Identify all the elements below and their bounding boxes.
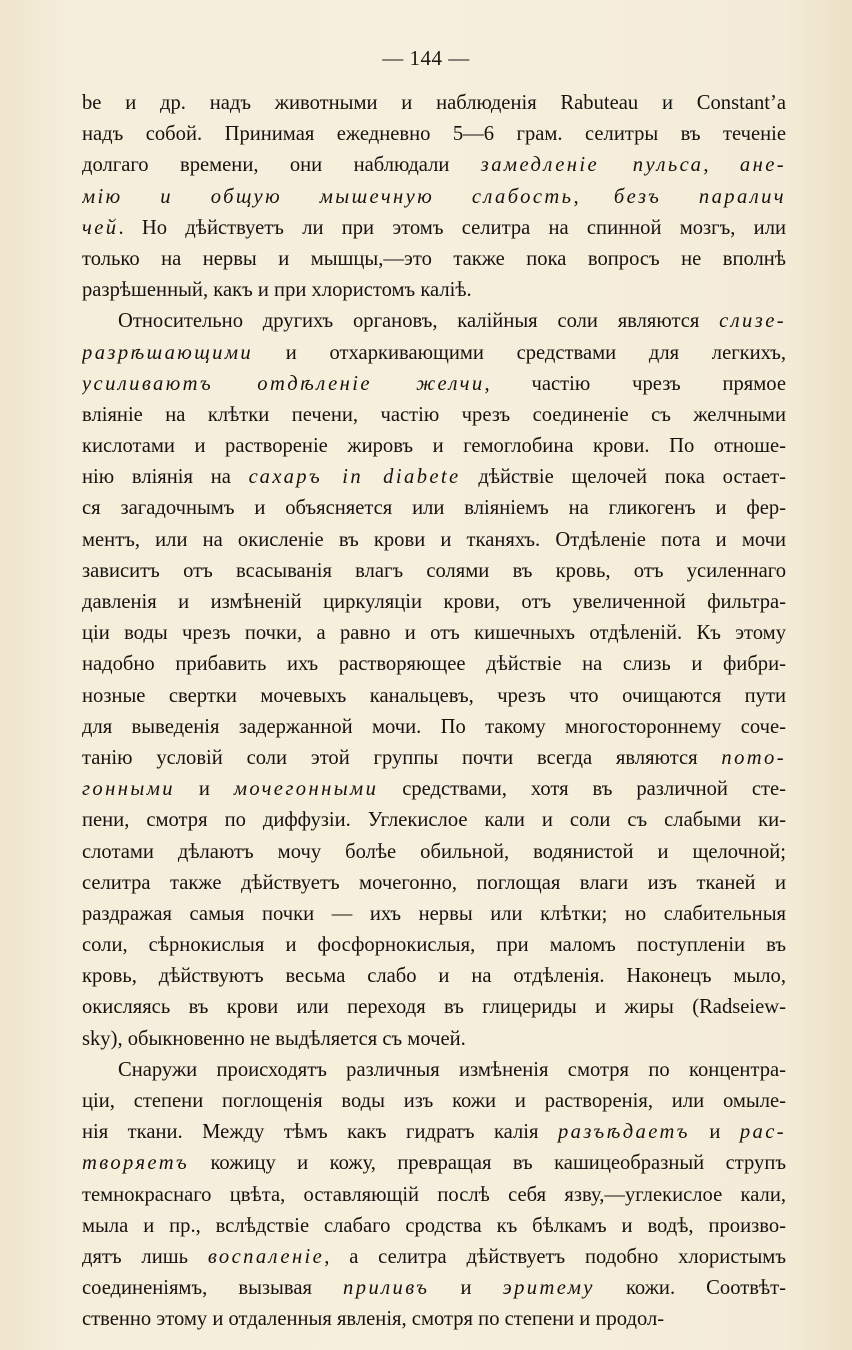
emphasized-text: пото- <box>721 746 786 769</box>
text-segment: и отхаркивающими средствами для легкихъ, <box>253 341 786 364</box>
text-segment: и <box>429 1277 503 1300</box>
text-segment: ментъ, или на окисленіе въ крови и тканяхъ. Отдѣленіе пота и мочи <box>82 528 786 551</box>
text-line <box>82 275 786 306</box>
text-line <box>82 868 786 899</box>
text-line <box>82 213 786 244</box>
emphasized-text: слизе- <box>719 310 786 333</box>
text-segment: ственно этому и отдаленныя явленія, смотря по степени и продол- <box>82 1308 665 1331</box>
emphasized-text: разъѣдаетъ <box>557 1121 690 1144</box>
text-line <box>82 369 786 400</box>
text-line <box>82 930 786 961</box>
text-line <box>82 681 786 712</box>
text-line <box>82 1180 786 1211</box>
text-segment: раздражая самыя почки — ихъ нервы или клѣтки; но слабительныя <box>82 902 786 925</box>
text-line <box>82 961 786 992</box>
text-segment: ціи воды чрезъ почки, а равно и отъ кишечныхъ отдѣленій. Къ этому <box>82 622 786 645</box>
emphasized-text: воспаленіе <box>207 1245 325 1268</box>
text-line <box>82 618 786 649</box>
text-line <box>82 306 786 337</box>
text-line <box>82 774 786 805</box>
text-segment: слотами дѣлаютъ мочу болѣе обильной, водянистой и щелочной; <box>82 840 786 863</box>
text-line <box>82 1211 786 1242</box>
text-line <box>82 462 786 493</box>
text-segment: , а селитра дѣйствуетъ подобно хлористымъ <box>324 1245 786 1268</box>
text-line <box>82 244 786 275</box>
text-line <box>82 150 786 181</box>
text-segment: , частію чрезъ прямое <box>484 372 786 395</box>
emphasized-text: чей <box>82 216 119 239</box>
text-segment: пени, смотря по диффузіи. Углекислое кали и соли съ слабыми ки- <box>82 809 786 832</box>
text-line <box>82 182 786 213</box>
text-segment: , <box>703 154 740 177</box>
text-segment: надобно прибавить ихъ растворяющее дѣйствіе на слизь и фибри- <box>82 653 786 676</box>
text-segment: зависитъ отъ всасыванія влагъ солями въ кровь, отъ усиленнаго <box>82 559 786 582</box>
text-line <box>82 400 786 431</box>
text-segment: долгаго времени, они наблюдали <box>82 154 481 177</box>
text-line <box>82 1242 786 1273</box>
text-line <box>82 649 786 680</box>
text-line <box>82 587 786 618</box>
text-segment: вліяніе на клѣтки печени, частію чрезъ соединеніе съ желчными <box>82 403 786 426</box>
text-segment: средствами, хотя въ различной сте- <box>378 778 786 801</box>
text-line <box>82 899 786 930</box>
text-line <box>82 1304 786 1335</box>
text-line <box>82 119 786 150</box>
text-segment: кожицу и кожу, превращая въ кашицеобразный струпъ <box>189 1152 786 1175</box>
text-segment: Относительно другихъ органовъ, калійныя соли являются <box>118 310 720 333</box>
text-line <box>82 1273 786 1304</box>
text-line <box>82 992 786 1023</box>
emphasized-text: приливъ <box>343 1277 430 1300</box>
text-segment: кровь, дѣйствуютъ весьма слабо и на отдѣленія. Наконецъ мыло, <box>82 965 786 988</box>
text-segment: надъ собой. Принимая ежедневно 5—6 грам. селитры въ теченіе <box>82 123 786 146</box>
text-segment: нозные свертки мочевыхъ канальцевъ, чрезъ что очищаются пути <box>82 684 786 707</box>
emphasized-text: разрѣшающими <box>82 341 254 364</box>
text-line <box>82 338 786 369</box>
text-segment: окисляясь въ крови или переходя въ глицериды и жиры (Radseiew- <box>82 996 786 1019</box>
text-segment: , <box>573 185 614 208</box>
text-segment: для выведенія задержанной мочи. По такому многостороннему соче- <box>82 715 786 738</box>
emphasized-text: сахаръ in diabete <box>248 466 461 489</box>
text-segment: соединеніямъ, вызывая <box>82 1277 344 1300</box>
text-segment: be и др. надъ животными и наблюденія Rabuteau и Constant’a <box>82 92 786 114</box>
text-line <box>82 743 786 774</box>
text-segment: sky), обыкновенно не выдѣляется съ мочей. <box>82 1027 466 1050</box>
text-segment: кислотами и раствореніе жировъ и гемоглобина крови. По отноше- <box>82 435 786 458</box>
text-line <box>82 805 786 836</box>
emphasized-text: рас- <box>739 1121 786 1144</box>
emphasized-text: усиливаютъ отдѣленіе желчи <box>82 372 485 395</box>
text-line <box>82 1086 786 1117</box>
text-line <box>82 493 786 524</box>
text-line <box>82 712 786 743</box>
body-text <box>82 88 786 1336</box>
text-segment: и <box>689 1121 740 1144</box>
text-line <box>82 1117 786 1148</box>
text-segment: нія ткани. Между тѣмъ какъ гидратъ калія <box>82 1121 558 1144</box>
emphasized-text: мію и общую мышечную слабость <box>82 185 574 208</box>
text-line <box>82 525 786 556</box>
text-segment: дѣйствіе щелочей пока остает- <box>460 466 786 489</box>
text-segment: давленія и измѣненій циркуляціи крови, отъ увеличенной фильтра- <box>82 591 786 613</box>
text-segment: соли, сѣрнокислыя и фосфорнокислыя, при маломъ поступленіи въ <box>82 934 786 957</box>
text-line <box>82 1055 786 1086</box>
text-segment: танію условій соли этой группы почти всегда являются <box>82 746 722 769</box>
emphasized-text: замедленіе пульса <box>480 154 704 177</box>
text-segment: дятъ лишь <box>82 1245 208 1268</box>
text-segment: ся загадочнымъ и объясняется или вліяніемъ на гликогенъ и фер- <box>82 497 786 520</box>
text-segment: и <box>174 778 234 801</box>
text-line <box>82 1024 786 1055</box>
text-segment: Снаружи происходятъ различныя измѣненія смотря по концентра- <box>118 1058 786 1081</box>
text-segment: только на нервы и мышцы,—это также пока вопросъ не вполнѣ <box>82 247 786 270</box>
text-segment: нію вліянія на <box>82 466 249 489</box>
text-segment: ціи, степени поглощенія воды изъ кожи и растворенія, или омыле- <box>82 1090 786 1112</box>
emphasized-text: творяетъ <box>82 1152 190 1175</box>
text-segment: разрѣшенный, какъ и при хлористомъ каліѣ. <box>82 279 472 302</box>
emphasized-text: ане- <box>739 154 786 177</box>
emphasized-text: мочегонными <box>233 778 379 801</box>
text-segment: . Но дѣйствуетъ ли при этомъ селитра на спинной мозгъ, или <box>118 216 786 239</box>
text-line <box>82 1148 786 1179</box>
text-line <box>82 837 786 868</box>
text-segment: темнокраснаго цвѣта, оставляющій послѣ себя язву,—углекислое кали, <box>82 1183 786 1206</box>
page-number: — 144 — <box>382 46 470 70</box>
text-line <box>82 556 786 587</box>
text-line <box>82 431 786 462</box>
text-segment: мыла и пр., вслѣдствіе слабаго сродства къ бѣлкамъ и водѣ, произво- <box>82 1214 786 1237</box>
emphasized-text: эритему <box>502 1277 595 1300</box>
text-segment: кожи. Соотвѣт- <box>594 1277 786 1300</box>
text-segment: селитра также дѣйствуетъ мочегонно, поглощая влаги изъ тканей и <box>82 871 786 894</box>
emphasized-text: гонными <box>82 778 175 801</box>
text-line <box>82 88 786 119</box>
emphasized-text: безъ паралич <box>613 185 786 208</box>
